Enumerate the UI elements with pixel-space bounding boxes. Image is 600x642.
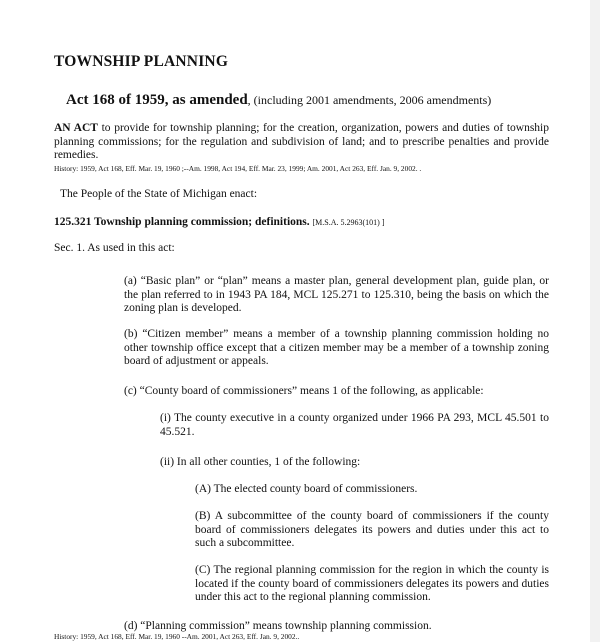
act-title-paragraph [54,122,549,163]
act-lead: AN ACT [54,122,98,134]
history-note-2: History: 1959, Act 168, Eff. Mar. 19, 1960 --Am. 2001, Act 263, Eff. Jan. 9, 2002.. [54,632,300,641]
act-heading: Act 168 of 1959, as amended [66,92,248,108]
definition-d: (d) “Planning commission” means township planning commission. [124,620,432,632]
enacting-clause: The People of the State of Michigan enact: [60,188,258,200]
definition-c-ii-A: (A) The elected county board of commissioners. [195,483,418,495]
act-heading-line [66,92,491,109]
act-amendments: , (including 2001 amendments, 2006 amendments) [247,93,492,107]
section-intro: Sec. 1. As used in this act: [54,242,175,254]
section-heading-line [54,216,385,228]
msa-reference: [M.S.A. 5.2963(101) ] [312,218,385,227]
definition-c-ii-C: (C) The regional planning commission for the region in which the county is located if the county board of commissioners delegates its powers and duties under this act to the regional planning commission. [195,564,549,603]
definition-c-i: (i) The county executive in a county organized under 1966 PA 293, MCL 45.501 to 45.521. [160,412,549,438]
history-note: History: 1959, Act 168, Eff. Mar. 19, 1960 ;--Am. 1998, Act 194, Eff. Mar. 23, 1999; Am. 2001, Act 263, Eff. Jan. 9, 2002. . [54,164,422,173]
document-title: TOWNSHIP PLANNING [54,53,229,70]
definition-c-ii-B: (B) A subcommittee of the county board of commissioners if the county board of commissioners delegates its powers and duties under this act to such a subcommittee. [195,510,549,549]
section-heading: 125.321 Township planning commission; definitions. [54,216,310,228]
definition-a: (a) “Basic plan” or “plan” means a master plan, general development plan, guide plan, or the plan referred to in 1943 PA 184, MCL 125.271 to 125.310, being the basis on which the zoning plan is developed. [124,275,549,314]
page-edge [590,0,600,642]
act-text: to provide for township planning; for the creation, organization, powers and duties of township planning commissions; for the regulation and subdivision of land; and to prescribe penalties and provide remedies. [54,122,549,161]
definition-c-ii: (ii) In all other counties, 1 of the following: [160,456,361,468]
definition-c: (c) “County board of commissioners” means 1 of the following, as applicable: [124,385,484,397]
definition-b: (b) “Citizen member” means a member of a township planning commission holding no other township office except that a citizen member may be a member of a township zoning board of adjustment or appeals. [124,328,549,367]
